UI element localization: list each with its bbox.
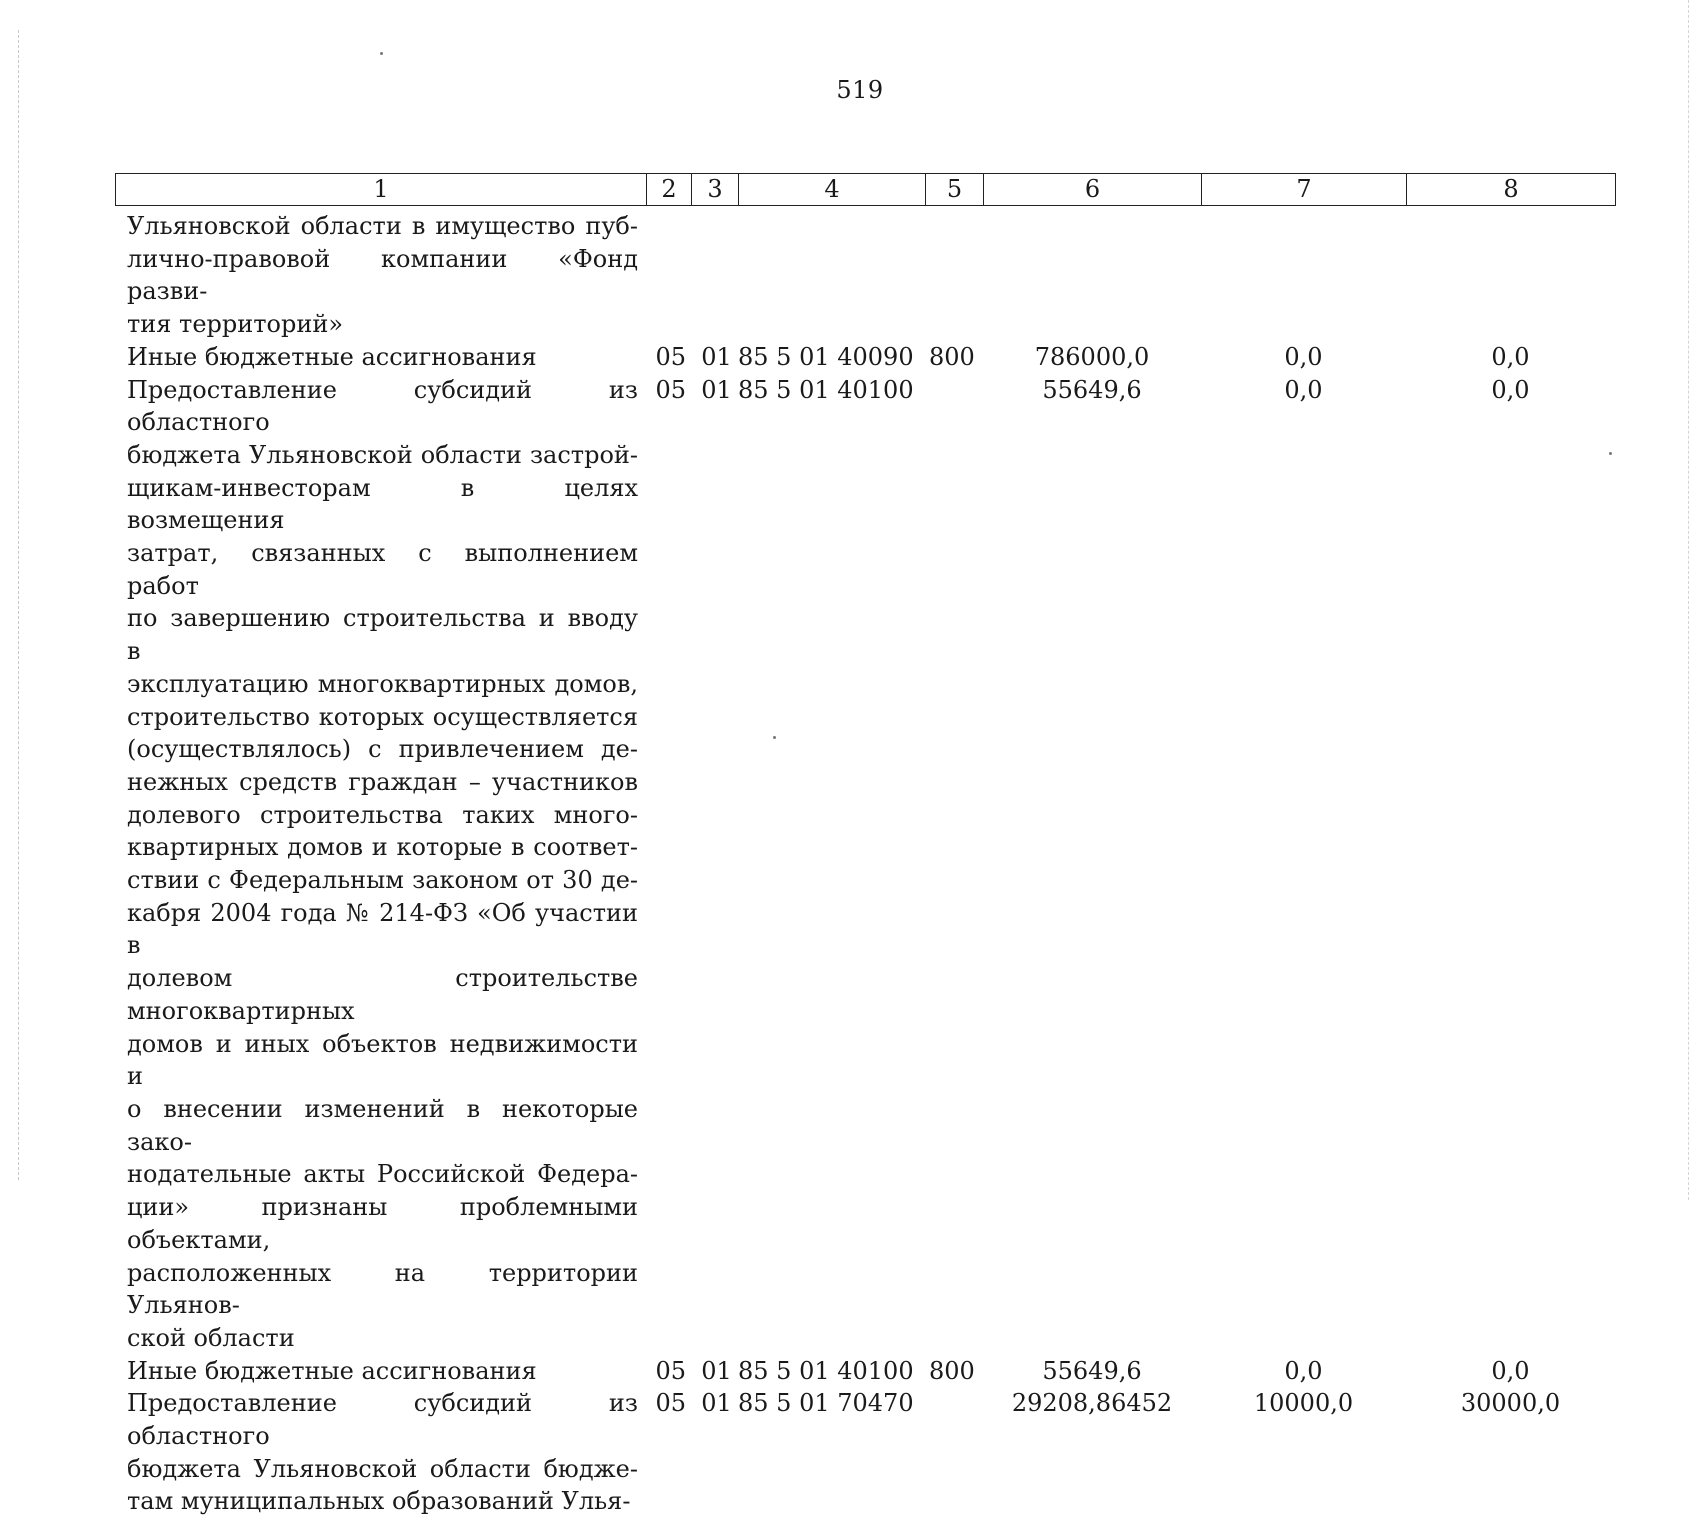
description-line: эксплуатацию многоквартирных домов,: [127, 669, 638, 698]
row-description: [115, 1355, 646, 1388]
amount-col-7: 0,0: [1284, 342, 1323, 371]
table-row: [115, 341, 1615, 374]
amount-col-7: 0,0: [1284, 375, 1323, 404]
section-code: 05: [655, 375, 686, 404]
subsection-code: 01: [701, 375, 732, 404]
expense-type-code: [925, 210, 983, 341]
amount-col-7: 10000,0: [1253, 1389, 1354, 1418]
description-line: о внесении изменений в некоторые зако-: [127, 1094, 638, 1156]
section-code: 05: [655, 342, 686, 371]
amount-col-7: [1201, 210, 1406, 341]
section-code: 05: [655, 1356, 686, 1385]
description-line: затрат, связанных с выполнением работ: [127, 539, 638, 600]
subsection-code: 01: [701, 1389, 732, 1418]
amount-col-6: 786000,0: [1034, 342, 1150, 371]
column-header-row: [116, 174, 1616, 206]
description-line: долевом строительстве многоквартирных: [127, 964, 638, 1025]
target-article-code: [738, 210, 925, 341]
amount-col-8: 0,0: [1491, 342, 1530, 371]
table-row: [115, 1387, 1615, 1518]
description-line: Иные бюджетные ассигнования: [127, 342, 537, 371]
description-line: ствии с Федеральным законом от 30 де-: [127, 866, 638, 895]
expense-type-code: [925, 1387, 983, 1518]
row-description: [115, 210, 646, 341]
description-line: долевого строительства таких много-: [127, 800, 638, 829]
column-header-5: 5: [926, 174, 984, 206]
column-header-6: 6: [984, 174, 1202, 206]
description-line: там муниципальных образований Улья-: [127, 1487, 631, 1516]
amount-col-6: 55649,6: [1042, 375, 1142, 404]
column-header-8: 8: [1407, 174, 1616, 206]
description-line: Предоставление субсидий из областного: [127, 1389, 638, 1451]
description-line: щикам-инвесторам в целях возмещения: [127, 473, 638, 535]
section-code: [646, 210, 691, 341]
table-row: [115, 374, 1615, 1355]
table-row: [115, 1355, 1615, 1388]
amount-col-6: 55649,6: [1042, 1356, 1142, 1385]
amount-col-7: 0,0: [1284, 1356, 1323, 1385]
description-line: ской области: [127, 1323, 295, 1352]
description-line: квартирных домов и которые в соответ-: [127, 833, 638, 862]
description-line: ции» признаны проблемными объектами,: [127, 1193, 638, 1254]
column-header-3: 3: [692, 174, 739, 206]
target-article-code: 85 5 01 40090: [738, 342, 914, 371]
description-line: Ульяновской области в имущество пуб-: [127, 212, 638, 240]
budget-table-body: [115, 210, 1615, 1518]
target-article-code: 85 5 01 70470: [738, 1389, 914, 1418]
description-line: нежных средств граждан – участников: [127, 767, 638, 796]
amount-col-8: 30000,0: [1460, 1389, 1561, 1418]
scan-left-margin-line: [18, 30, 19, 1180]
section-code: 05: [655, 1389, 686, 1418]
scan-speck: [380, 52, 383, 55]
subsection-code: [691, 210, 738, 341]
description-line: расположенных на территории Ульянов-: [127, 1258, 638, 1320]
description-line: тия территорий»: [127, 310, 344, 339]
description-line: кабря 2004 года № 214-ФЗ «Об участии в: [127, 898, 638, 960]
description-line: домов и иных объектов недвижимости и: [127, 1029, 638, 1091]
subsection-code: 01: [701, 1356, 732, 1385]
description-line: нодательные акты Российской Федера-: [127, 1160, 638, 1189]
table-row: [115, 210, 1615, 341]
amount-col-8: 0,0: [1491, 375, 1530, 404]
description-line: лично-правовой компании «Фонд разви-: [127, 244, 638, 306]
subsection-code: 01: [701, 342, 732, 371]
description-line: Предоставление субсидий из областного: [127, 375, 638, 437]
expense-type-code: [925, 374, 983, 1355]
description-line: по завершению строительства и вводу в: [127, 604, 638, 666]
target-article-code: 85 5 01 40100: [738, 375, 914, 404]
row-description: [115, 374, 646, 1355]
description-line: бюджета Ульяновской области бюдже-: [127, 1454, 638, 1483]
amount-col-6: 29208,86452: [1011, 1389, 1173, 1418]
description-line: (осуществлялось) с привлечением де-: [127, 735, 638, 764]
description-line: Иные бюджетные ассигнования: [127, 1356, 537, 1385]
description-line: бюджета Ульяновской области застрой-: [127, 440, 638, 469]
column-header-4: 4: [739, 174, 926, 206]
column-header-7: 7: [1202, 174, 1407, 206]
column-header-table: [115, 173, 1616, 206]
description-line: строительство которых осуществляется: [127, 702, 638, 731]
page-number: 519: [836, 76, 884, 104]
amount-col-8: 0,0: [1491, 1356, 1530, 1385]
column-header-1: 1: [116, 174, 647, 206]
amount-col-8: [1406, 210, 1615, 341]
amount-col-6: [983, 210, 1201, 341]
expense-type-code: 800: [929, 342, 975, 371]
row-description: [115, 1387, 646, 1518]
target-article-code: 85 5 01 40100: [738, 1356, 914, 1385]
column-header-2: 2: [647, 174, 692, 206]
expense-type-code: 800: [929, 1356, 975, 1385]
row-description: [115, 341, 646, 374]
scan-right-edge-line: [1688, 0, 1689, 1200]
